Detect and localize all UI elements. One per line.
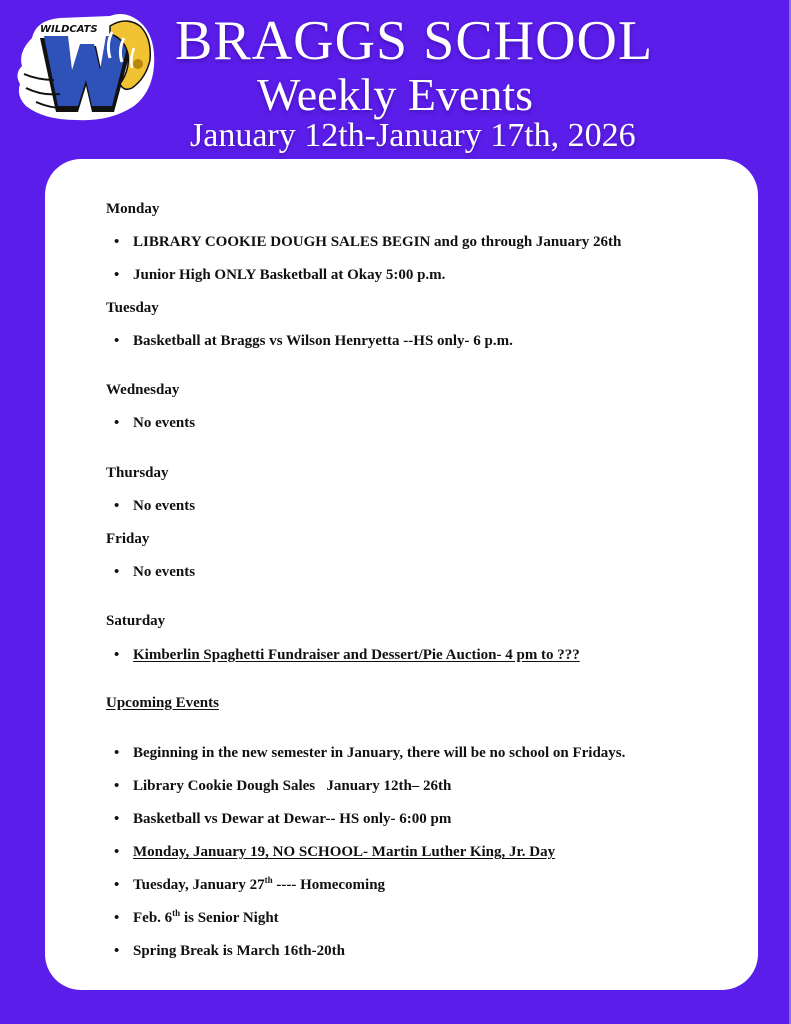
bullet-icon: • xyxy=(114,811,120,827)
bullet-icon: • xyxy=(114,778,120,794)
day-heading-monday: Monday xyxy=(106,201,160,217)
bullet-icon: • xyxy=(114,647,120,663)
bullet-icon: • xyxy=(114,943,120,959)
svg-text:WILDCATS: WILDCATS xyxy=(40,24,98,35)
bullet-icon: • xyxy=(114,745,120,761)
bullet-icon: • xyxy=(114,333,120,349)
weekly-events-subtitle: Weekly Events xyxy=(256,69,534,120)
bullet-icon: • xyxy=(114,910,120,926)
day-heading-tuesday: Tuesday xyxy=(106,300,159,316)
bullet-icon: • xyxy=(114,415,120,431)
day-heading-thursday: Thursday xyxy=(106,465,169,481)
bullet-icon: • xyxy=(114,564,120,580)
bullet-icon: • xyxy=(114,498,120,514)
school-title: BRAGGS SCHOOL xyxy=(175,10,654,72)
day-heading-friday: Friday xyxy=(106,531,150,547)
date-range: January 12th-January 17th, 2026 xyxy=(190,117,636,154)
upcoming-events-heading: Upcoming Events xyxy=(106,695,219,711)
day-heading-wednesday: Wednesday xyxy=(106,382,180,398)
bullet-icon: • xyxy=(114,844,120,860)
bullet-icon: • xyxy=(114,234,120,250)
bullet-icon: • xyxy=(114,267,120,283)
day-heading-saturday: Saturday xyxy=(106,613,166,629)
wildcats-logo xyxy=(14,8,158,126)
bullet-icon: • xyxy=(114,877,120,893)
